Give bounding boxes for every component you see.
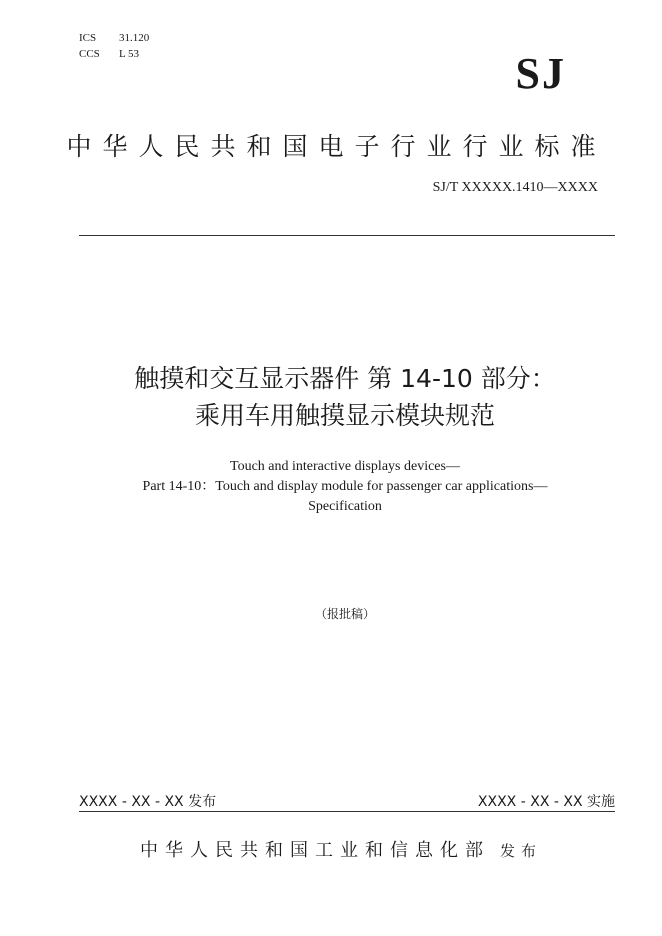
title-en-line1: Touch and interactive displays devices— — [230, 459, 460, 474]
footer-divider — [79, 811, 615, 812]
classification-codes — [79, 30, 149, 62]
title-en-line3: Specification — [308, 499, 382, 514]
standard-number: SJ/T XXXXX.1410—XXXX — [432, 180, 598, 195]
org-title: 中华人民共和国电子行业行业标准 — [66, 132, 607, 161]
ccs-label: CCS — [79, 48, 100, 60]
title-cn-line2: 乘用车用触摸显示模块规范 — [194, 401, 495, 430]
publish-date: XXXX - XX - XX 发布 — [79, 794, 217, 810]
sj-logo: SJ — [515, 49, 566, 98]
header-divider — [79, 235, 615, 236]
title-cn-line1: 触摸和交互显示器件 第 14-10 部分： — [134, 364, 556, 393]
draft-status: （报批稿） — [314, 607, 375, 621]
ics-line — [79, 30, 149, 46]
ics-label: ICS — [79, 32, 97, 44]
ccs-line — [79, 46, 149, 62]
publisher — [140, 836, 542, 862]
publisher-name: 中华人民共和国工业和信息化部 — [140, 840, 490, 861]
publisher-action: 发布 — [500, 842, 543, 860]
ics-value: 31.120 — [119, 32, 150, 44]
implement-date: XXXX - XX - XX 实施 — [477, 794, 615, 810]
ccs-value: L 53 — [119, 48, 140, 60]
title-en-line2: Part 14-10：Touch and display module for passenger car applications— — [142, 479, 548, 494]
